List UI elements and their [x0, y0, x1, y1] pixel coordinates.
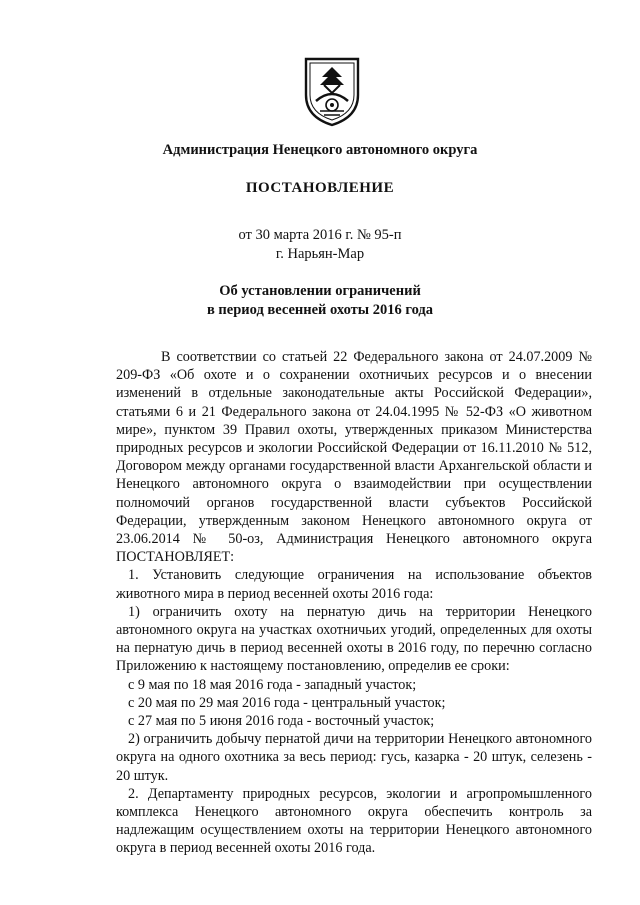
document-city: г. Нарьян-Мар [275, 246, 365, 262]
document-title-line1: Об установлении ограничений [219, 283, 421, 299]
document-date-number: от 30 марта 2016 г. № 95-п [238, 227, 402, 243]
item-1-1: 1) ограничить охоту на пернатую дичь на территории Ненецкого автономного округа на участках охотничьих угодий, определенных для охоты на пернатую дичь в период весенней охоты в 2016 году, по перечню согласно Приложению к настоящему постановлению, определив ее сроки: [116, 603, 592, 675]
document-title-line2: в период весенней охоты 2016 года [206, 302, 434, 318]
document-body [116, 348, 592, 858]
preamble-paragraph: В соответствии со статьей 22 Федерального закона от 24.07.2009 № 209-ФЗ «Об охоте и о сохранении охотничьих ресурсов и о внесении изменений в отдельные законодательные акты Российской Федерации», статьями 6 и 21 Федерального закона от 24.04.1995 № 52-ФЗ «О животном мире», пунктом 39 Правил охоты, утвержденных приказом Министерства природных ресурсов и экологии Российской Федерации от 16.11.2010 № 512, Договором между органами государственной власти Архангельской области и Ненецкого автономного округа о взаимодействии при осуществлении полномочий органов государственной власти субъектов Российской Федерации, утвержденным законом Ненецкого автономного округа от 23.06.2014 № 50-оз, Администрация Ненецкого автономного округа ПОСТАНОВЛЯЕТ: [116, 349, 592, 566]
period-east: с 27 мая по 5 июня 2016 года - восточный участок; [128, 713, 435, 730]
period-west: с 9 мая по 18 мая 2016 года - западный участок; [128, 676, 417, 693]
item-1-2: 2) ограничить добычу пернатой дичи на территории Ненецкого автономного округа на одного охотника за весь период: гусь, казарка - 20 штук, селезень - 20 штук. [116, 731, 592, 784]
coat-of-arms-icon [302, 55, 362, 128]
item-1: 1. Установить следующие ограничения на использование объектов животного мира в период весенней охоты 2016 года: [116, 567, 592, 602]
item-2: 2. Департаменту природных ресурсов, экологии и агропромышленного комплекса Ненецкого автономного округа обеспечить контроль за надлежащим осуществлением охоты на территории Ненецкого автономного округа в период весенней охоты 2016 года. [116, 785, 592, 857]
organization-name: Администрация Ненецкого автономного округа [162, 142, 478, 158]
period-central: с 20 мая по 29 мая 2016 года - центральный участок; [128, 694, 446, 711]
document-type: ПОСТАНОВЛЕНИЕ [245, 180, 395, 196]
